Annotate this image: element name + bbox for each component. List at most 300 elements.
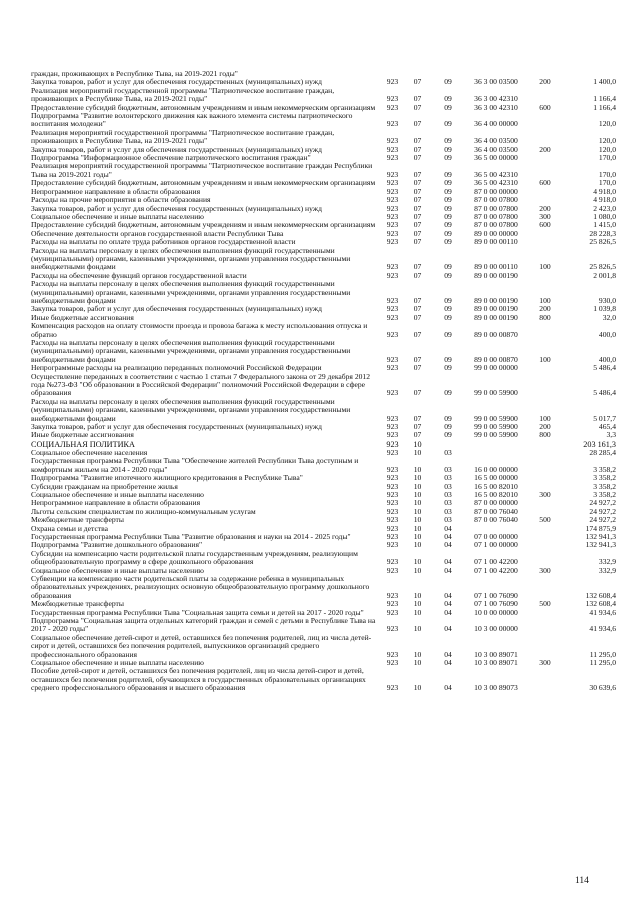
cell-subsection-code: 09 xyxy=(444,430,452,440)
cell-amount: 1 039,8 xyxy=(593,304,616,314)
cell-subsection-code: 09 xyxy=(444,354,452,364)
cell-section-code: 07 xyxy=(413,430,422,440)
cell-target-article: 99 0 00 59900 xyxy=(474,413,518,423)
row-name: Социальное обеспечение и иные выплаты населению xyxy=(31,489,204,499)
cell-target-article: 10 0 00 00000 xyxy=(474,607,518,617)
cell-subsection-code: 09 xyxy=(444,422,452,432)
cell-grbs: 923 xyxy=(386,590,399,600)
cell-target-article: 87 0 00 07800 xyxy=(474,203,518,213)
row-name: Социальное обеспечение и иные выплаты населению xyxy=(31,565,204,575)
cell-subsection-code: 09 xyxy=(444,388,452,398)
cell-grbs: 923 xyxy=(386,295,399,305)
cell-subsection-code: 04 xyxy=(444,590,452,600)
cell-amount: 24 927,2 xyxy=(589,506,616,516)
cell-expense-type: 500 xyxy=(539,599,551,609)
cell-section-code: 10 xyxy=(413,607,422,617)
cell-subsection-code: 09 xyxy=(444,119,452,129)
cell-amount: 120,0 xyxy=(598,119,616,129)
cell-section-code: 07 xyxy=(413,262,422,272)
cell-expense-type: 200 xyxy=(539,422,551,432)
cell-amount: 1 166,4 xyxy=(593,102,616,112)
cell-section-code: 10 xyxy=(413,447,422,457)
cell-grbs: 923 xyxy=(386,422,399,432)
cell-grbs: 923 xyxy=(386,237,399,247)
cell-amount: 400,0 xyxy=(598,329,616,339)
row-name: Подпрограмма "Информационное обеспечение патриотического воспитания граждан" xyxy=(31,153,311,163)
cell-amount: 132 941,3 xyxy=(585,540,616,550)
cell-section-code: 10 xyxy=(413,557,422,567)
row-name: Подпрограмма "Развитие дошкольного образования" xyxy=(31,540,203,550)
cell-target-article: 36 5 00 00000 xyxy=(474,153,518,163)
cell-section-code: 07 xyxy=(413,203,422,213)
row-name: СОЦИАЛЬНАЯ ПОЛИТИКА xyxy=(31,439,135,449)
cell-amount: 170,0 xyxy=(598,169,616,179)
cell-section-code: 07 xyxy=(413,295,422,305)
cell-amount: 4 918,0 xyxy=(593,186,616,196)
cell-amount: 41 934,6 xyxy=(589,607,616,617)
cell-subsection-code: 09 xyxy=(444,153,452,163)
cell-amount: 120,0 xyxy=(598,144,616,154)
table-row xyxy=(0,280,640,305)
cell-subsection-code: 03 xyxy=(444,515,452,525)
cell-subsection-code: 09 xyxy=(444,312,452,322)
table-row xyxy=(0,617,640,634)
cell-section-code: 10 xyxy=(413,473,422,483)
cell-target-article: 87 0 00 07800 xyxy=(474,211,518,221)
cell-amount: 2 001,8 xyxy=(593,270,616,280)
row-name: Подпрограмма "Развитие волонтерского движения как важного элемента системы патриотического воспитания молодежи" xyxy=(31,111,353,129)
cell-grbs: 923 xyxy=(386,203,399,213)
cell-grbs: 923 xyxy=(386,473,399,483)
cell-section-code: 07 xyxy=(413,169,422,179)
cell-grbs: 923 xyxy=(386,329,399,339)
cell-target-article: 07 1 00 76090 xyxy=(474,599,518,609)
row-name: Закупка товаров, работ и услуг для обеспечения государственных (муниципальных) нужд xyxy=(31,422,322,432)
cell-amount: 174 875,9 xyxy=(585,523,616,533)
cell-amount: 132 608,4 xyxy=(585,590,616,600)
cell-grbs: 923 xyxy=(386,683,399,693)
cell-grbs: 923 xyxy=(386,599,399,609)
cell-expense-type: 300 xyxy=(539,658,551,668)
cell-amount: 25 826,5 xyxy=(589,262,616,272)
cell-grbs: 923 xyxy=(386,557,399,567)
cell-section-code: 07 xyxy=(413,102,422,112)
table-row xyxy=(0,634,640,659)
row-name: Социальное обеспечение и иные выплаты населению xyxy=(31,658,204,668)
row-name: Межбюджетные трансферты xyxy=(31,599,124,609)
table-row xyxy=(0,322,640,339)
cell-amount: 203 161,3 xyxy=(583,439,616,449)
cell-subsection-code: 04 xyxy=(444,607,452,617)
cell-grbs: 923 xyxy=(386,523,399,533)
cell-section-code: 07 xyxy=(413,312,422,322)
cell-subsection-code: 09 xyxy=(444,169,452,179)
row-name: Иные бюджетные ассигнования xyxy=(31,312,134,322)
cell-amount: 30 639,6 xyxy=(589,683,616,693)
cell-subsection-code: 09 xyxy=(444,220,452,230)
cell-expense-type: 300 xyxy=(539,565,551,575)
cell-amount: 930,0 xyxy=(598,295,616,305)
row-name: Закупка товаров, работ и услуг для обеспечения государственных (муниципальных) нужд xyxy=(31,304,322,314)
cell-subsection-code: 03 xyxy=(444,506,452,516)
row-name: Расходы на выплаты по оплате труда работников органов государственной власти xyxy=(31,237,296,247)
row-name: Социальное обеспечение детей-сирот и детей, оставшихся без попечения родителей, лиц из числа детей-сирот и детей, оставшихся без попечения родителей, выпускников организаций среднего профессионального образования xyxy=(31,632,372,659)
cell-target-article: 07 1 00 00000 xyxy=(474,540,518,550)
cell-amount: 3 358,2 xyxy=(593,473,616,483)
cell-subsection-code: 04 xyxy=(444,649,452,659)
cell-subsection-code: 04 xyxy=(444,599,452,609)
cell-section-code: 10 xyxy=(413,439,422,449)
cell-target-article: 36 4 00 03500 xyxy=(474,136,518,146)
cell-grbs: 923 xyxy=(386,565,399,575)
cell-grbs: 923 xyxy=(386,77,399,87)
row-name: Реализация мероприятий государственной программы "Патриотическое воспитание граждан, проживающих в Республике Тыва, на 2019-2021 годы" xyxy=(31,85,335,104)
row-name: Непрограммное направление в области образования xyxy=(31,186,201,196)
cell-grbs: 923 xyxy=(386,447,399,457)
row-name: Социальное обеспечение населения xyxy=(31,447,148,457)
cell-section-code: 10 xyxy=(413,590,422,600)
row-name: Иные бюджетные ассигнования xyxy=(31,430,134,440)
cell-expense-type: 600 xyxy=(539,220,551,230)
cell-amount: 28 285,4 xyxy=(589,447,616,457)
row-name: Расходы на выплаты персоналу в целях обеспечения выполнения функций государственными (муниципальными) органами, казенными учреждениями, органами управления государственными внебюджетными фондами xyxy=(31,338,351,364)
cell-grbs: 923 xyxy=(386,658,399,668)
table-row xyxy=(0,162,640,179)
cell-section-code: 07 xyxy=(413,354,422,364)
row-name: Предоставление субсидий бюджетным, автономным учреждениям и иным некоммерческим организациям xyxy=(31,102,376,112)
cell-section-code: 10 xyxy=(413,531,422,541)
cell-subsection-code: 09 xyxy=(444,329,452,339)
cell-target-article: 10 3 00 89071 xyxy=(474,658,518,668)
cell-subsection-code: 09 xyxy=(444,203,452,213)
table-row xyxy=(0,667,640,692)
row-name: Непрограммные расходы на реализацию переданных полномочий Российской Федерации xyxy=(31,363,322,373)
cell-target-article: 16 0 00 00000 xyxy=(474,464,518,474)
row-name: Расходы на прочие мероприятия в области образования xyxy=(31,195,211,205)
cell-subsection-code: 09 xyxy=(444,363,452,373)
cell-amount: 3 358,2 xyxy=(593,481,616,491)
cell-section-code: 07 xyxy=(413,270,422,280)
cell-grbs: 923 xyxy=(386,102,399,112)
cell-subsection-code: 03 xyxy=(444,498,452,508)
cell-grbs: 923 xyxy=(386,439,399,449)
cell-section-code: 10 xyxy=(413,481,422,491)
cell-target-article: 16 5 00 00000 xyxy=(474,473,518,483)
cell-grbs: 923 xyxy=(386,649,399,659)
cell-target-article: 36 4 00 00000 xyxy=(474,119,518,129)
row-name: Реализация мероприятий государственной программы "Патриотическое воспитание граждан, проживающих в Республике Тыва, на 2019-2021 годы" xyxy=(31,127,335,146)
cell-target-article: 87 0 00 00000 xyxy=(474,498,518,508)
cell-expense-type: 100 xyxy=(539,413,551,423)
cell-amount: 24 927,2 xyxy=(589,498,616,508)
cell-amount: 11 295,0 xyxy=(589,658,616,668)
cell-subsection-code: 03 xyxy=(444,473,452,483)
cell-amount: 3 358,2 xyxy=(593,464,616,474)
cell-subsection-code: 09 xyxy=(444,77,452,87)
cell-expense-type: 600 xyxy=(539,102,551,112)
cell-grbs: 923 xyxy=(386,498,399,508)
cell-section-code: 07 xyxy=(413,304,422,314)
cell-target-article: 16 5 00 82010 xyxy=(474,481,518,491)
cell-expense-type: 200 xyxy=(539,203,551,213)
row-name: Обеспечение деятельности органов государственной власти Республики Тыва xyxy=(31,228,284,238)
cell-target-article: 07 1 00 42200 xyxy=(474,565,518,575)
cell-target-article: 89 0 00 00110 xyxy=(474,262,518,272)
cell-target-article: 89 0 00 00870 xyxy=(474,329,518,339)
cell-subsection-code: 09 xyxy=(444,144,452,154)
cell-section-code: 10 xyxy=(413,649,422,659)
cell-amount: 170,0 xyxy=(598,178,616,188)
cell-subsection-code: 09 xyxy=(444,304,452,314)
row-name: Государственная программа Республики Тыва "Обеспечение жителей Республики Тыва доступным и комфортным жильем на 2014 - 2020 годы" xyxy=(31,456,359,474)
row-name: Расходы на обеспечение функций органов государственной власти xyxy=(31,270,247,280)
cell-expense-type: 800 xyxy=(539,430,551,440)
cell-section-code: 10 xyxy=(413,599,422,609)
cell-amount: 25 826,5 xyxy=(589,237,616,247)
cell-grbs: 923 xyxy=(386,144,399,154)
cell-subsection-code: 09 xyxy=(444,94,452,104)
table-row xyxy=(0,339,640,364)
cell-target-article: 36 5 00 42310 xyxy=(474,178,518,188)
row-name: Пособие детей-сирот и детей, оставшихся без попечения родителей, лиц из числа детей-сирот и детей, оставшихся без попечения родителей, обучающихся в государственных образовательных организациях среднего профессионального образования и высшего образования xyxy=(31,666,366,693)
row-name: Осуществление переданных в соответствии с частью 1 статьи 7 Федерального закона от 29 декабря 2012 года №273-ФЗ "Об образовании в Российской Федерации" полномочий Российской Федерации в сфере образования xyxy=(31,371,371,398)
cell-target-article: 89 0 00 00190 xyxy=(474,295,518,305)
row-name: Государственная программа Республики Тыва "Развитие образования и науки на 2014 - 2025 годы" xyxy=(31,531,351,541)
cell-subsection-code: 04 xyxy=(444,683,452,693)
cell-expense-type: 100 xyxy=(539,354,551,364)
cell-grbs: 923 xyxy=(386,540,399,550)
cell-section-code: 10 xyxy=(413,506,422,516)
cell-subsection-code: 03 xyxy=(444,489,452,499)
cell-expense-type: 300 xyxy=(539,489,551,499)
cell-grbs: 923 xyxy=(386,119,399,129)
cell-subsection-code: 04 xyxy=(444,523,452,533)
cell-target-article: 36 3 00 03500 xyxy=(474,77,518,87)
row-name: Реализация мероприятий государственной программы "Патриотическое воспитание граждан Республики Тыва на 2019-2021 годы" xyxy=(31,161,373,179)
cell-expense-type: 800 xyxy=(539,312,551,322)
cell-target-article: 99 0 00 59900 xyxy=(474,422,518,432)
cell-section-code: 10 xyxy=(413,515,422,525)
cell-section-code: 07 xyxy=(413,195,422,205)
row-name: Предоставление субсидий бюджетным, автономным учреждениям и иным некоммерческим организациям xyxy=(31,178,376,188)
cell-grbs: 923 xyxy=(386,363,399,373)
cell-grbs: 923 xyxy=(386,169,399,179)
cell-grbs: 923 xyxy=(386,464,399,474)
cell-target-article: 89 0 00 00190 xyxy=(474,312,518,322)
cell-target-article: 07 1 00 42200 xyxy=(474,557,518,567)
cell-subsection-code: 09 xyxy=(444,228,452,238)
cell-subsection-code: 03 xyxy=(444,447,452,457)
table-row xyxy=(0,87,640,104)
cell-target-article: 36 5 00 42310 xyxy=(474,169,518,179)
cell-subsection-code: 09 xyxy=(444,237,452,247)
cell-amount: 1 080,0 xyxy=(593,211,616,221)
cell-amount: 28 228,3 xyxy=(589,228,616,238)
cell-target-article: 99 0 00 59900 xyxy=(474,388,518,398)
row-name: Подпрограмма "Развитие ипотечного жилищного кредитования в Республике Тыва" xyxy=(31,473,303,483)
cell-section-code: 07 xyxy=(413,178,422,188)
cell-subsection-code: 09 xyxy=(444,178,452,188)
cell-grbs: 923 xyxy=(386,430,399,440)
cell-subsection-code: 04 xyxy=(444,565,452,575)
cell-amount: 1 415,0 xyxy=(593,220,616,230)
cell-expense-type: 200 xyxy=(539,77,551,87)
table-row xyxy=(0,398,640,423)
cell-section-code: 10 xyxy=(413,658,422,668)
cell-amount: 3,3 xyxy=(606,430,616,440)
cell-subsection-code: 04 xyxy=(444,531,452,541)
cell-section-code: 07 xyxy=(413,211,422,221)
cell-section-code: 07 xyxy=(413,144,422,154)
row-name: Льготы сельским специалистам по жилищно-коммунальным услугам xyxy=(31,506,256,516)
row-name: Субсидии гражданам на приобретение жилья xyxy=(31,481,178,491)
row-name: Закупка товаров, работ и услуг для обеспечения государственных (муниципальных) нужд xyxy=(31,203,322,213)
cell-grbs: 923 xyxy=(386,270,399,280)
cell-section-code: 07 xyxy=(413,136,422,146)
row-name: Государственная программа Республики Тыва "Социальная защита семьи и детей на 2017 - 2020 годы" xyxy=(31,607,364,617)
cell-expense-type: 600 xyxy=(539,178,551,188)
cell-section-code: 10 xyxy=(413,464,422,474)
cell-grbs: 923 xyxy=(386,515,399,525)
row-name: Расходы на выплаты персоналу в целях обеспечения выполнения функций государственными (муниципальными) органами, казенными учреждениями, органами управления государственными внебюджетными фондами xyxy=(31,245,351,272)
cell-expense-type: 200 xyxy=(539,144,551,154)
cell-target-article: 87 0 00 07800 xyxy=(474,195,518,205)
cell-subsection-code: 04 xyxy=(444,540,452,550)
cell-target-article: 89 0 00 00190 xyxy=(474,270,518,280)
budget-table xyxy=(0,70,640,693)
cell-grbs: 923 xyxy=(386,262,399,272)
cell-target-article: 10 3 00 89071 xyxy=(474,649,518,659)
cell-grbs: 923 xyxy=(386,312,399,322)
cell-section-code: 07 xyxy=(413,220,422,230)
cell-subsection-code: 09 xyxy=(444,413,452,423)
cell-target-article: 36 4 00 03500 xyxy=(474,144,518,154)
cell-amount: 332,9 xyxy=(598,565,616,575)
cell-target-article: 87 0 00 00000 xyxy=(474,186,518,196)
page-number: 114 xyxy=(575,876,589,886)
cell-target-article: 36 3 00 42310 xyxy=(474,102,518,112)
cell-amount: 332,9 xyxy=(598,557,616,567)
cell-subsection-code: 09 xyxy=(444,211,452,221)
cell-section-code: 07 xyxy=(413,363,422,373)
cell-target-article: 87 0 00 76040 xyxy=(474,515,518,525)
cell-grbs: 923 xyxy=(386,481,399,491)
cell-section-code: 07 xyxy=(413,94,422,104)
cell-section-code: 10 xyxy=(413,498,422,508)
table-row xyxy=(0,457,640,474)
cell-section-code: 10 xyxy=(413,523,422,533)
table-row xyxy=(0,129,640,146)
cell-amount: 132 608,4 xyxy=(585,599,616,609)
cell-grbs: 923 xyxy=(386,228,399,238)
cell-amount: 5 486,4 xyxy=(593,363,616,373)
row-name: Компенсация расходов на оплату стоимости проезда и провоза багажа к месту использования отпуска и обратно xyxy=(31,321,368,339)
table-row xyxy=(0,112,640,129)
cell-grbs: 923 xyxy=(386,304,399,314)
cell-section-code: 10 xyxy=(413,624,422,634)
cell-section-code: 07 xyxy=(413,186,422,196)
cell-expense-type: 100 xyxy=(539,262,551,272)
cell-amount: 465,4 xyxy=(598,422,616,432)
cell-amount: 4 918,0 xyxy=(593,195,616,205)
row-name: Расходы на выплаты персоналу в целях обеспечения выполнения функций государственными (муниципальными) органами, казенными учреждениями, органами управления государственными внебюджетными фондами xyxy=(31,279,351,305)
cell-expense-type: 300 xyxy=(539,211,551,221)
cell-grbs: 923 xyxy=(386,211,399,221)
cell-amount: 5 017,7 xyxy=(593,413,616,423)
cell-amount: 400,0 xyxy=(598,354,616,364)
cell-amount: 11 295,0 xyxy=(589,649,616,659)
cell-section-code: 07 xyxy=(413,228,422,238)
cell-section-code: 07 xyxy=(413,119,422,129)
cell-section-code: 07 xyxy=(413,77,422,87)
cell-grbs: 923 xyxy=(386,506,399,516)
row-name: Предоставление субсидий бюджетным, автономным учреждениям и иным некоммерческим организациям xyxy=(31,220,376,230)
cell-amount: 2 423,0 xyxy=(593,203,616,213)
cell-grbs: 923 xyxy=(386,94,399,104)
cell-amount: 1 166,4 xyxy=(593,94,616,104)
table-row xyxy=(0,431,640,439)
cell-target-article: 07 1 00 76090 xyxy=(474,590,518,600)
cell-grbs: 923 xyxy=(386,489,399,499)
cell-grbs: 923 xyxy=(386,153,399,163)
cell-grbs: 923 xyxy=(386,388,399,398)
row-name: Охрана семьи и детства xyxy=(31,523,108,533)
row-name: Подпрограмма "Социальная защита отдельных категорий граждан и семей с детьми в Республике Тыва на 2017 - 2020 годы" xyxy=(31,616,376,634)
cell-amount: 24 927,2 xyxy=(589,515,616,525)
cell-target-article: 16 5 00 82010 xyxy=(474,489,518,499)
cell-target-article: 87 0 00 07800 xyxy=(474,220,518,230)
cell-amount: 120,0 xyxy=(598,136,616,146)
cell-amount: 3 358,2 xyxy=(593,489,616,499)
row-name: Социальное обеспечение и иные выплаты населению xyxy=(31,211,204,221)
cell-subsection-code: 09 xyxy=(444,195,452,205)
cell-target-article: 99 0 00 59900 xyxy=(474,430,518,440)
cell-target-article: 10 3 00 89073 xyxy=(474,683,518,693)
cell-grbs: 923 xyxy=(386,413,399,423)
cell-target-article: 89 0 00 00110 xyxy=(474,237,518,247)
cell-section-code: 07 xyxy=(413,237,422,247)
cell-section-code: 10 xyxy=(413,540,422,550)
cell-section-code: 07 xyxy=(413,388,422,398)
cell-section-code: 10 xyxy=(413,489,422,499)
cell-target-article: 89 0 00 00000 xyxy=(474,228,518,238)
row-name: Закупка товаров, работ и услуг для обеспечения государственных (муниципальных) нужд xyxy=(31,77,322,87)
table-row xyxy=(0,373,640,398)
cell-subsection-code: 09 xyxy=(444,270,452,280)
cell-expense-type: 100 xyxy=(539,295,551,305)
cell-subsection-code: 03 xyxy=(444,464,452,474)
cell-target-article: 36 3 00 42310 xyxy=(474,94,518,104)
cell-amount: 5 486,4 xyxy=(593,388,616,398)
cell-amount: 170,0 xyxy=(598,153,616,163)
cell-grbs: 923 xyxy=(386,195,399,205)
cell-amount: 1 400,0 xyxy=(593,77,616,87)
table-row xyxy=(0,247,640,272)
cell-subsection-code: 09 xyxy=(444,262,452,272)
row-name: Расходы на выплаты персоналу в целях обеспечения выполнения функций государственными (муниципальными) органами, казенными учреждениями, органами управления государственными внебюджетными фондами xyxy=(31,396,351,423)
cell-grbs: 923 xyxy=(386,136,399,146)
row-name: Субсидии на компенсацию части родительской платы государственным учреждениям, реализующим общеобразовательную программу в сфере дошкольного образования xyxy=(31,548,358,567)
cell-expense-type: 200 xyxy=(539,304,551,314)
cell-expense-type: 500 xyxy=(539,515,551,525)
table-row xyxy=(0,550,640,567)
cell-section-code: 07 xyxy=(413,413,422,423)
cell-grbs: 923 xyxy=(386,354,399,364)
cell-amount: 32,0 xyxy=(602,312,616,322)
row-name: Закупка товаров, работ и услуг для обеспечения государственных (муниципальных) нужд xyxy=(31,144,322,154)
cell-section-code: 07 xyxy=(413,153,422,163)
cell-amount: 41 934,6 xyxy=(589,624,616,634)
